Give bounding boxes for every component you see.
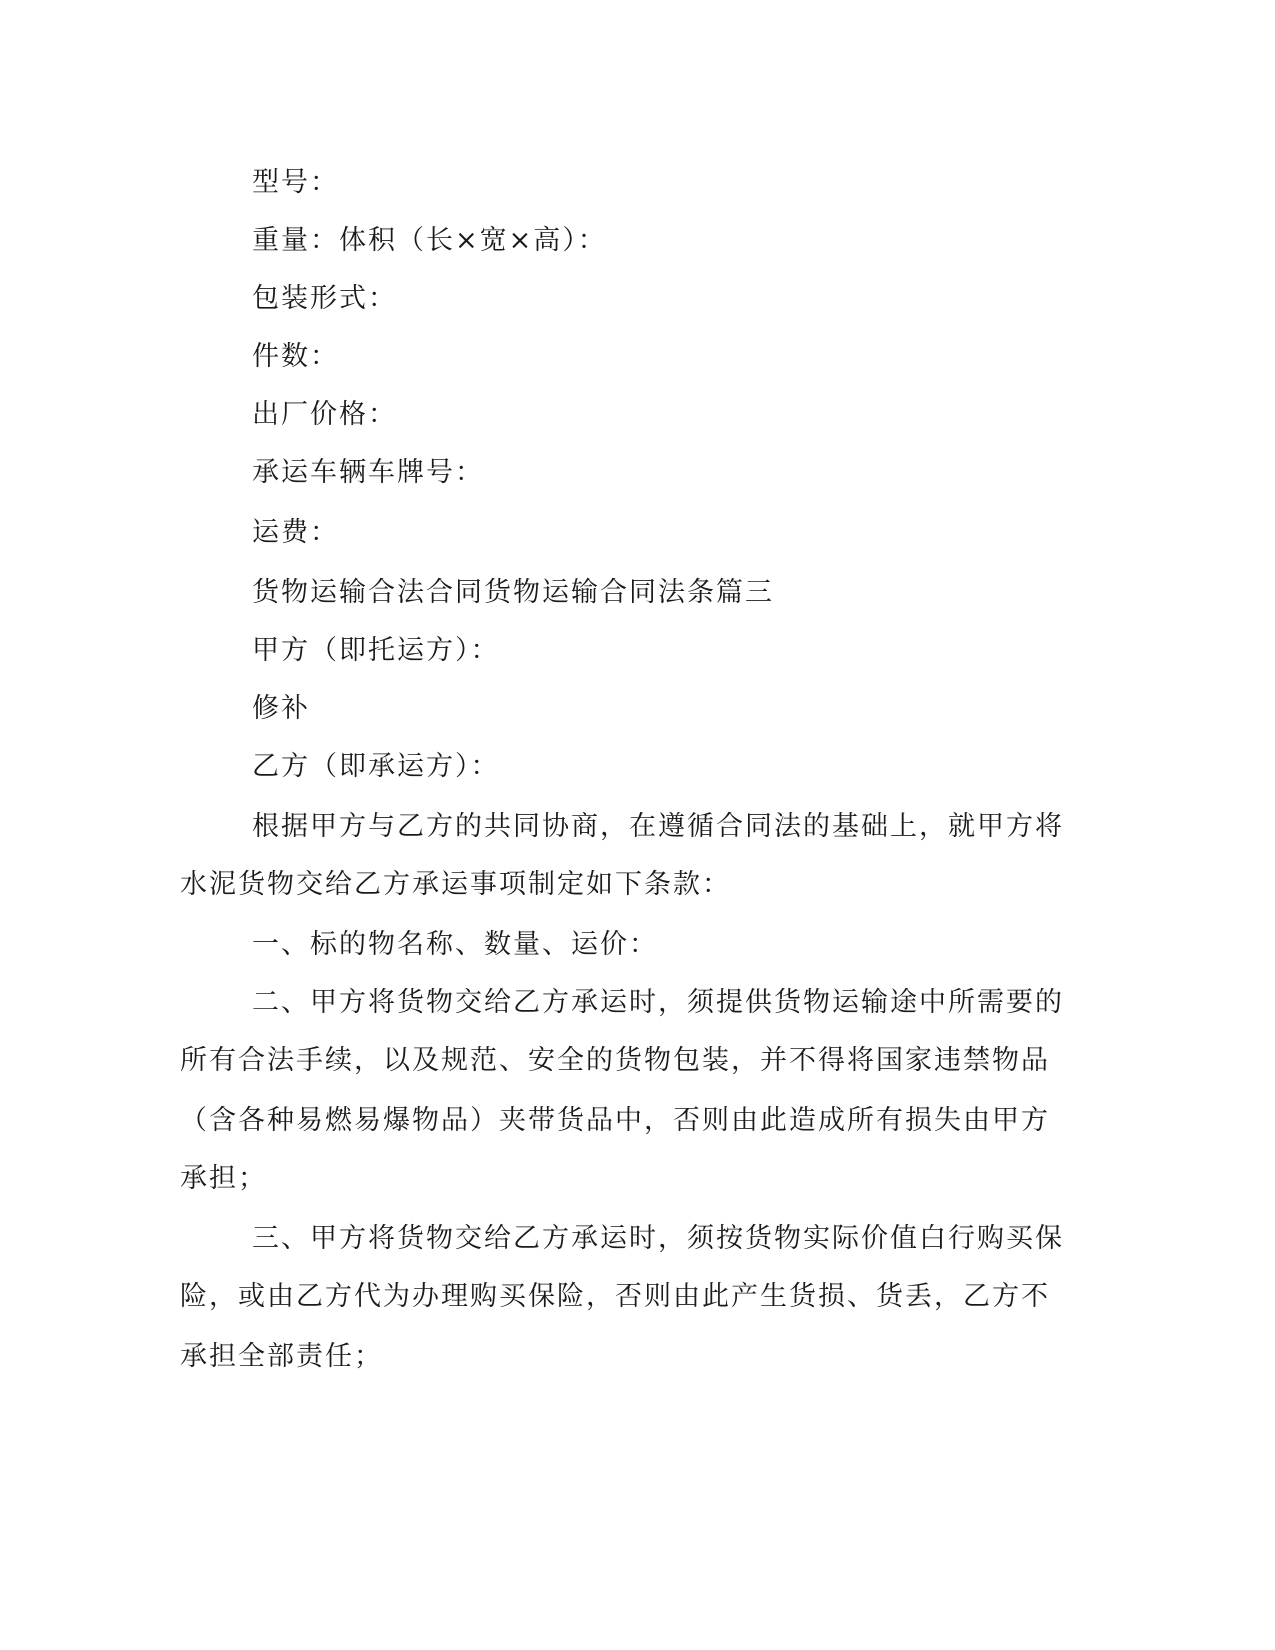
intro-line-1: 根据甲方与乙方的共同协商，在遵循合同法的基础上，就甲方将 [252, 811, 1064, 842]
party-a: 甲方（即托运方）： [252, 635, 500, 666]
clause-1: 一、标的物名称、数量、运价： [252, 929, 658, 960]
intro-line-2: 水泥货物交给乙方承运事项制定如下条款： [180, 869, 731, 900]
section-title: 货物运输合法合同货物运输合同法条篇三 [252, 577, 774, 608]
field-factory-price: 出厂价格： [252, 399, 397, 430]
party-b: 乙方（即承运方）： [252, 751, 500, 782]
field-packaging: 包装形式： [252, 283, 397, 314]
clause-2-line-4: 承担； [180, 1163, 267, 1194]
field-freight: 运费： [252, 517, 339, 548]
clause-2-line-3: （含各种易燃易爆物品）夹带货品中，否则由此造成所有损失由甲方 [180, 1105, 1050, 1136]
field-model: 型号： [252, 167, 339, 198]
clause-2-line-1: 二、甲方将货物交给乙方承运时，须提供货物运输途中所需要的 [252, 987, 1064, 1018]
clause-2-line-2: 所有合法手续，以及规范、安全的货物包装，并不得将国家违禁物品 [180, 1045, 1050, 1076]
repair-note: 修补 [252, 693, 310, 724]
clause-3-line-2: 险，或由乙方代为办理购买保险，否则由此产生货损、货丢，乙方不 [180, 1281, 1050, 1312]
clause-3-line-1: 三、甲方将货物交给乙方承运时，须按货物实际价值白行购买保 [252, 1223, 1064, 1254]
clause-3-line-3: 承担全部责任； [180, 1341, 383, 1372]
field-plate-number: 承运车辆车牌号： [252, 457, 484, 488]
field-count: 件数： [252, 341, 339, 372]
field-weight-volume: 重量：体积（长×宽×高）： [252, 225, 607, 256]
